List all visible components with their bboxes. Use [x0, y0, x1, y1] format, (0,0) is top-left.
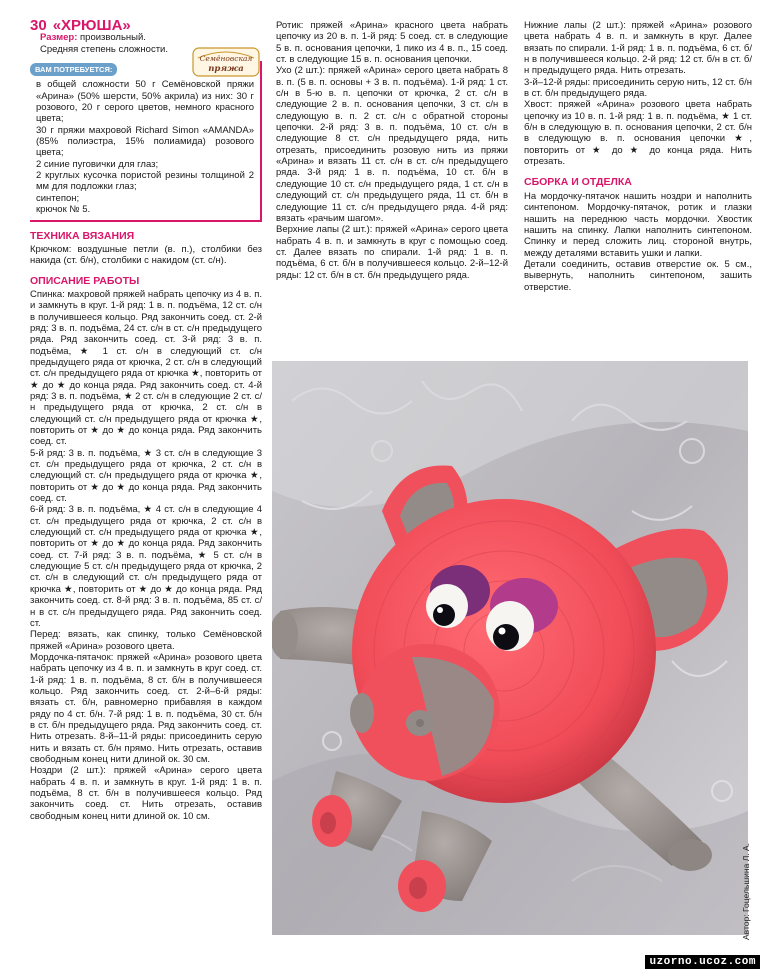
description-heading: ОПИСАНИЕ РАБОТЫ [30, 274, 140, 287]
assembly-paragraph: Детали соединить, оставив отверстие ок. 5 см., вывернуть, наполнить синтепоном, зашить отверстие. [524, 258, 752, 293]
description-left [30, 289, 262, 822]
instruction-paragraph: Хвост: пряжей «Арина» розового цвета набрать цепочку из 10 в. п. 1-й ряд: 1 в. п. подъёма, ★ 1 ст. б/н в следующую в. п. основания цепочки, 2 ст. б/н в следующую в. п. основания цепочки ★, повторить от ★ до ★ до конца ряда. Нить отрезать. [524, 99, 752, 168]
requirement-paragraph: 2 круглых кусочка пористой резины толщиной 2 мм для подложки глаз; [36, 170, 254, 193]
requirements-tag: ВАМ ПОТРЕБУЕТСЯ: [30, 63, 117, 76]
instruction-paragraph: 3-й–12-й ряды: присоединить серую нить, 12 ст. б/н в ст. б/н предыдущего ряда. [524, 76, 752, 100]
requirement-paragraph: 2 синие пуговички для глаз; [36, 158, 159, 170]
requirements-list [30, 79, 254, 215]
requirement-paragraph: крючок № 5. [36, 204, 91, 216]
author-credit: Автор: Гоцельшина Л. А. [741, 842, 751, 940]
column-middle [276, 20, 508, 281]
technique-heading: ТЕХНИКА ВЯЗАНИЯ [30, 229, 135, 242]
instruction-paragraph: Ухо (2 шт.): пряжей «Арина» серого цвета набрать 8 в. п. (5 в. п. основы + 3 в. п. подъёма). 1-й ряд: 1 ст. с/н в 5-ю в. п. цепочки от крючка, 2 ст. с/н в следующие 2 в. п. основания цепочки, 3 ст. с/н в следующую в. п. 2 ст. с/н с обратной стороны цепочки. 2-й ряд: 3 в. п. подъёма, 10 ст. с/н в следующие 8 ст. с/н предыдущего ряда, нить отрезать, присоединить розовую нить из пряжи «Арина» и вязать 11 ст. с/н в ст. с/н предыдущего ряда. 3-й ряд: 1 в. п. подъёма, 10 ст. б/н в следующие 10 ст. с/н предыдущего ряда, 1 ст. с/н в следующий ст. с/н предыдущего ряда, 11 ст. б/н в следующие 11 ст. с/н предыдущего ряда. 4-й ряд: вязать «рачьим шагом». [276, 65, 508, 224]
technique-text: Крючком: воздушные петли (в. п.), столбики без накида (ст. б/н), столбики с накидом (ст. с/н). [30, 243, 262, 267]
size-value: произвольный. [80, 32, 146, 44]
column-right [524, 20, 752, 293]
instruction-paragraph: Нижние лапы (2 шт.): пряжей «Арина» розового цвета набрать 4 в. п. и замкнуть в круг. Далее вязать по спирали. 1-й ряд: 1 в. п. подъёма, 6 ст. б/н в получившееся кольцо. 2-й ряд: 12 ст. б/н в ст. б/н предыдущего ряда. Нить отрезать. [524, 20, 752, 77]
size-label: Размер: [40, 32, 78, 44]
assembly-heading: СБОРКА И ОТДЕЛКА [524, 176, 632, 189]
page-title: «ХРЮША» [52, 17, 131, 34]
requirements-box [30, 61, 262, 221]
instruction-paragraph: Мордочка-пятачок: пряжей «Арина» розового цвета набрать цепочку из 4 в. п. и замкнуть в круг соед. ст. 1-й ряд: 1 в. п. подъёма, 8 ст. б/н в получившееся кольцо. Ряд закончить соед. ст. 2-й–6-й ряды: вязать ст. б/н, равномерно прибавляя в каждом ряду по 4 ст. б/н. 7-й ряд: 1 в. п. подъёма, 30 ст. б/н в ст. б/н предыдущего ряда. Ряд закончить соед. ст. Нить отрезать. 8-й–11-й ряды: присоединить серую нить и вязать ст. б/н прямо. Нить отрезать, оставив свободным конец нити длиной ок. 30 см. [30, 651, 262, 765]
requirement-paragraph: в общей сложности 50 г Семёновской пряжи «Арина» (50% шерсти, 50% акрила) из них: 30 г розового, 20 г серого цветов, немного красного цвета; [36, 79, 254, 125]
svg-text:пряжа: пряжа [208, 64, 244, 74]
size-line [30, 32, 262, 43]
assembly-paragraph: На мордочку-пятачок нашить ноздри и наполнить синтепоном. Мордочку-пятачок, ротик и глазки нашить на переднюю часть мордочки. Хвостик нашить на спинку. Лапки наполнить синтепоном. Спинку и перед сложить лиц. стороной внутрь, между деталями вставить ушки и лапки. [524, 190, 752, 259]
assembly-text [524, 191, 752, 293]
crochet-pig-illustration [272, 361, 748, 935]
instruction-paragraph: Перед: вязать, как спинку, только Семёновской пряжей «Арина» розового цвета. [30, 629, 262, 652]
svg-text:Семёновская: Семёновская [199, 54, 253, 63]
description-right [524, 20, 752, 167]
column-left [30, 17, 262, 822]
instruction-paragraph: 5-й ряд: 3 в. п. подъёма, ★ 3 ст. с/н в следующие 3 ст. с/н предыдущего ряда от крючка, 2 ст. с/н в следующий ст. с/н предыдущего ряда от крючка ★, повторить от ★ до ★ до конца ряда. Ряд закончить соед. ст. [30, 447, 262, 505]
brand-logo-icon [192, 44, 260, 80]
instruction-paragraph: Ноздри (2 шт.): пряжей «Арина» серого цвета набрать 4 в. п. и замкнуть в круг. 1-й ряд: 1 в. п. подъёма, 8 ст. б/н в получившееся кольцо. Ряд закончить соед. ст. Нить отрезать, оставив свободным конец нити длиной ок. 10 см. [30, 765, 262, 822]
instruction-paragraph: Спинка: махровой пряжей набрать цепочку из 4 в. п. и замкнуть в круг. 1-й ряд: 1 в. п. подъёма, 12 ст. с/н в получившееся кольцо. Ряд закончить соед. ст. 2-й ряд: 3 в. п. подъёма, 24 ст. с/н в ст. с/н предыдущего ряда. Ряд закончить соед. ст. 3-й ряд: 3 в. п. подъёма, ★ 1 ст. с/н в следующий ст. с/н предыдущего ряда от крючка, 2 ст. с/н в следующий ст. с/н предыдущего ряда от крючка ★, повторить от ★ до ★ до конца ряда. Ряд закончить соед. ст. 4-й ряд: 3 в. п. подъёма, ★ 2 ст. с/н в следующие 2 ст. с/н предыдущего ряда от крючка, 2 ст. с/н в следующий ст. с/н предыдущего ряда от крючка ★, повторить от ★ до ★ до конца ряда. Ряд закончить соед. ст. [30, 288, 262, 448]
toy-photo [272, 361, 748, 935]
requirement-paragraph: 30 г пряжи махровой Richard Simon «AMANDA» (85% полиэстра, 15% полиамида) розового цвета; [36, 124, 254, 159]
instruction-paragraph: Ротик: пряжей «Арина» красного цвета набрать цепочку из 20 в. п. 1-й ряд: 5 соед. ст. в следующие 5 в. п. основания цепочки, 1 пико из 4 в. п., 15 соед. ст. в следующие 15 в. п. основания цепочки. [276, 20, 508, 66]
instruction-paragraph: Верхние лапы (2 шт.): пряжей «Арина» серого цвета набрать 4 в. п. и замкнуть в круг с помощью соед. ст. Далее вязать по спирали. 1-й ряд: 1 в. п. подъёма, 6 ст. б/н в получившееся кольцо. 2-й–12-й ряды: 12 ст. б/н в ст. б/н предыдущего ряда. [276, 224, 508, 281]
description-middle [276, 20, 508, 281]
instruction-paragraph: 6-й ряд: 3 в. п. подъёма, ★ 4 ст. с/н в следующие 4 ст. с/н предыдущего ряда от крючка, 2 ст. с/н в следующий ст. с/н предыдущего ряда от крючка ★, повторить от ★ до ★ до конца ряда. Ряд закончить соед. ст. 7-й ряд: 3 в. п. подъёма, ★ 5 ст. с/н в следующие 5 ст. с/н предыдущего ряда от крючка, 2 ст. с/н в следующий ст. с/н предыдущего ряда от крючка ★, повторить от ★ до ★ до конца ряда. Ряд закончить соед. ст. 8-й ряд: 3 в. п. подъёма, 85 ст. с/н в ст. с/н предыдущего ряда. Ряд закончить соед. ст. [30, 504, 262, 629]
requirement-paragraph: синтепон; [36, 192, 80, 204]
site-watermark: uzorno.ucoz.com [645, 955, 760, 969]
pattern-number: 30 [30, 17, 47, 34]
difficulty: Средняя степень сложности. [40, 43, 168, 55]
title-row [30, 17, 262, 34]
